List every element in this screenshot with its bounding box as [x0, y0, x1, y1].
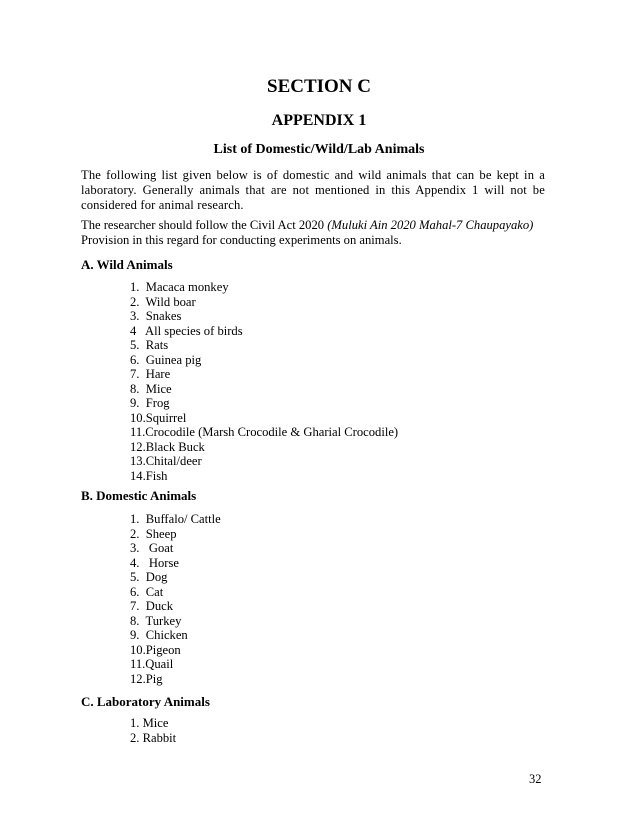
- appendix-title: APPENDIX 1: [271, 112, 367, 129]
- list-item: 1. Buffalo/ Cattle: [130, 512, 221, 526]
- wild-animals-heading: A. Wild Animals: [81, 257, 173, 272]
- domestic-animals-list: [130, 512, 221, 686]
- list-item: 5. Dog: [130, 570, 168, 584]
- intro-p2-italic-reference: (Muluki Ain 2020 Mahal-7 Chaupayako): [327, 218, 534, 232]
- intro-paragraph-1: [81, 168, 545, 213]
- list-item: 1. Mice: [130, 716, 169, 730]
- list-title: List of Domestic/Wild/Lab Animals: [213, 142, 425, 157]
- section-title: SECTION C: [267, 76, 371, 97]
- list-item: 1. Macaca monkey: [130, 280, 229, 294]
- list-item: 10.Squirrel: [130, 410, 187, 425]
- intro-p2-text: The researcher should follow the Civil Act 2020: [81, 218, 328, 232]
- wild-animals-list: [130, 280, 398, 483]
- list-item: 11.Crocodile (Marsh Crocodile & Gharial Crocodile): [130, 425, 399, 439]
- list-item: 8. Turkey: [130, 613, 182, 628]
- list-item: 13.Chital/deer: [130, 454, 202, 468]
- list-item: 12.Black Buck: [130, 439, 205, 454]
- intro-p1-line-3: considered for animal research.: [81, 198, 244, 212]
- list-item: 7. Hare: [130, 367, 171, 381]
- list-item: 9. Chicken: [130, 628, 188, 642]
- list-item: 14.Fish: [130, 468, 168, 483]
- laboratory-animals-heading: C. Laboratory Animals: [81, 694, 210, 709]
- list-item: 5. Rats: [130, 338, 169, 352]
- list-item: 2. Sheep: [130, 526, 177, 541]
- intro-p2-line-2: Provision in this regard for conducting experiments on animals.: [81, 233, 402, 247]
- intro-p2-line-1: [81, 218, 545, 233]
- list-item: 4. Horse: [130, 555, 179, 570]
- list-item: 2. Rabbit: [130, 730, 177, 745]
- intro-paragraph-2: [81, 218, 545, 248]
- list-item: 11.Quail: [130, 657, 174, 671]
- laboratory-animals-list: [130, 716, 176, 745]
- page-number: 32: [529, 772, 542, 786]
- list-item: 4 All species of birds: [130, 323, 243, 338]
- list-item: 3. Goat: [130, 541, 174, 555]
- list-item: 9. Frog: [130, 396, 170, 410]
- intro-p1-line-1: The following list given below is of domestic and wild animals that can be kept in a: [81, 168, 545, 182]
- list-item: 3. Snakes: [130, 309, 182, 323]
- list-item: 10.Pigeon: [130, 642, 181, 657]
- intro-p1-line-2: laboratory. Generally animals that are not mentioned in this Appendix 1 will not be: [81, 183, 545, 197]
- list-item: 12.Pig: [130, 671, 163, 686]
- list-item: 2. Wild boar: [130, 294, 196, 309]
- list-item: 7. Duck: [130, 599, 174, 613]
- list-item: 6. Guinea pig: [130, 352, 202, 367]
- list-item: 8. Mice: [130, 381, 172, 396]
- list-item: 6. Cat: [130, 584, 164, 599]
- domestic-animals-heading: B. Domestic Animals: [81, 488, 197, 503]
